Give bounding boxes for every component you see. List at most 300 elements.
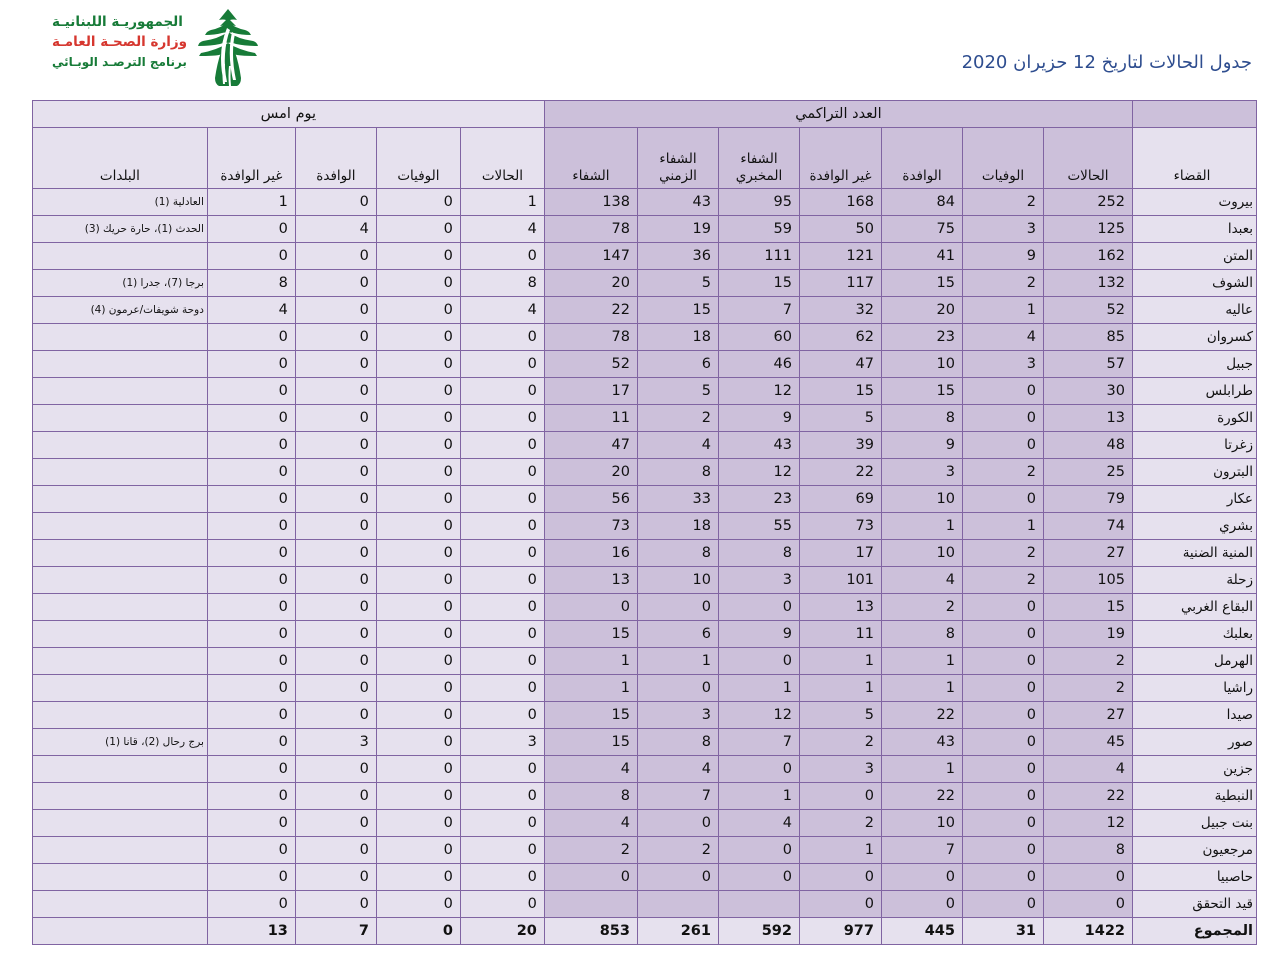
cumulative-value-cell: 0 [1044, 864, 1133, 891]
yesterday-value-cell: 3 [295, 729, 376, 756]
yesterday-value-cell: 0 [207, 756, 295, 783]
cumulative-value-cell: 15 [882, 270, 963, 297]
yesterday-value-cell: 0 [295, 783, 376, 810]
cumulative-value-cell: 125 [1044, 216, 1133, 243]
table-row [32, 189, 1256, 216]
yesterday-value-cell: 0 [295, 864, 376, 891]
towns-cell: دوحة شويفات/عرمون (4) [32, 297, 207, 324]
cumulative-value-cell: 1 [800, 648, 882, 675]
cumulative-value-cell: 977 [800, 918, 882, 945]
yesterday-value-cell: 0 [376, 648, 460, 675]
yesterday-value-cell: 0 [460, 594, 544, 621]
table-row [32, 756, 1256, 783]
yesterday-value-cell: 0 [376, 837, 460, 864]
yesterday-value-cell: 0 [376, 297, 460, 324]
cumulative-value-cell: 22 [882, 702, 963, 729]
towns-cell [32, 378, 207, 405]
cumulative-value-cell: 10 [882, 810, 963, 837]
yesterday-value-cell: 0 [376, 216, 460, 243]
cumulative-value-cell: 39 [800, 432, 882, 459]
cumulative-value-cell: 5 [638, 378, 719, 405]
cumulative-value-cell: 84 [882, 189, 963, 216]
table-row [32, 594, 1256, 621]
corner-cell [1133, 101, 1257, 128]
column-header-cum-deaths: الوفيات [963, 128, 1044, 189]
yesterday-value-cell: 0 [207, 351, 295, 378]
cumulative-value-cell: 15 [1044, 594, 1133, 621]
cumulative-value-cell: 43 [719, 432, 800, 459]
yesterday-value-cell: 0 [295, 432, 376, 459]
district-cell: بعبدا [1133, 216, 1257, 243]
yesterday-value-cell: 0 [460, 702, 544, 729]
cumulative-value-cell: 31 [963, 918, 1044, 945]
yesterday-value-cell: 0 [295, 810, 376, 837]
cumulative-value-cell: 1 [719, 783, 800, 810]
cases-table-wrap [32, 100, 1257, 945]
cumulative-value-cell: 853 [544, 918, 637, 945]
cumulative-value-cell: 592 [719, 918, 800, 945]
cumulative-value-cell: 4 [544, 756, 637, 783]
cumulative-value-cell: 0 [963, 621, 1044, 648]
yesterday-value-cell: 0 [295, 837, 376, 864]
towns-cell [32, 891, 207, 918]
cumulative-value-cell: 47 [800, 351, 882, 378]
cumulative-value-cell: 138 [544, 189, 637, 216]
yesterday-value-cell: 0 [460, 648, 544, 675]
program-name: برنامج الترصـد الوبـائي [52, 55, 187, 69]
yesterday-value-cell: 0 [376, 729, 460, 756]
cumulative-value-cell [544, 891, 637, 918]
yesterday-value-cell: 20 [460, 918, 544, 945]
cumulative-value-cell: 7 [719, 297, 800, 324]
total-row [32, 918, 1256, 945]
district-cell: عكار [1133, 486, 1257, 513]
yesterday-value-cell: 0 [207, 405, 295, 432]
yesterday-value-cell: 0 [376, 432, 460, 459]
cumulative-value-cell: 78 [544, 216, 637, 243]
yesterday-value-cell: 8 [207, 270, 295, 297]
republic-name: الجمهوريـة اللبنانيـة [52, 14, 183, 30]
column-header-cum-nonimported: غير الوافدة [800, 128, 882, 189]
cumulative-value-cell: 18 [638, 513, 719, 540]
ministry-name: وزارة الصحـة العامـة [52, 34, 188, 50]
yesterday-value-cell: 0 [295, 270, 376, 297]
towns-cell: العادلية (1) [32, 189, 207, 216]
cumulative-value-cell: 0 [800, 864, 882, 891]
cumulative-value-cell: 8 [638, 540, 719, 567]
cumulative-value-cell: 0 [963, 702, 1044, 729]
cumulative-value-cell: 27 [1044, 702, 1133, 729]
cumulative-value-cell: 2 [1044, 675, 1133, 702]
cumulative-value-cell: 1 [963, 297, 1044, 324]
yesterday-value-cell: 0 [207, 378, 295, 405]
yesterday-value-cell: 0 [460, 432, 544, 459]
cumulative-value-cell: 0 [963, 837, 1044, 864]
cumulative-value-cell: 2 [638, 405, 719, 432]
yesterday-value-cell: 0 [207, 567, 295, 594]
yesterday-value-cell: 0 [376, 486, 460, 513]
district-cell: الهرمل [1133, 648, 1257, 675]
yesterday-value-cell: 0 [376, 405, 460, 432]
cumulative-value-cell: 0 [963, 432, 1044, 459]
cumulative-value-cell: 6 [638, 351, 719, 378]
ministry-logo-text [52, 8, 187, 69]
cumulative-value-cell: 5 [800, 702, 882, 729]
cumulative-value-cell: 9 [719, 621, 800, 648]
cumulative-value-cell: 111 [719, 243, 800, 270]
yesterday-value-cell: 0 [460, 810, 544, 837]
cumulative-value-cell: 105 [1044, 567, 1133, 594]
yesterday-value-cell: 3 [460, 729, 544, 756]
yesterday-value-cell: 0 [207, 648, 295, 675]
cumulative-value-cell: 4 [719, 810, 800, 837]
cumulative-value-cell: 50 [800, 216, 882, 243]
cumulative-value-cell: 9 [882, 432, 963, 459]
cumulative-value-cell: 22 [882, 783, 963, 810]
column-header-towns: البلدات [32, 128, 207, 189]
cumulative-value-cell: 13 [1044, 405, 1133, 432]
cumulative-value-cell: 23 [882, 324, 963, 351]
cumulative-value-cell: 445 [882, 918, 963, 945]
yesterday-value-cell: 0 [460, 513, 544, 540]
yesterday-value-cell: 4 [460, 297, 544, 324]
yesterday-value-cell: 0 [376, 459, 460, 486]
cumulative-value-cell: 3 [719, 567, 800, 594]
yesterday-value-cell: 0 [295, 756, 376, 783]
yesterday-value-cell: 1 [460, 189, 544, 216]
cumulative-value-cell: 0 [719, 864, 800, 891]
cumulative-value-cell: 2 [963, 270, 1044, 297]
cumulative-value-cell: 1 [800, 675, 882, 702]
cumulative-value-cell: 4 [882, 567, 963, 594]
cumulative-value-cell: 55 [719, 513, 800, 540]
cumulative-value-cell: 30 [1044, 378, 1133, 405]
cumulative-value-cell: 8 [638, 729, 719, 756]
cumulative-value-cell: 74 [1044, 513, 1133, 540]
cumulative-value-cell: 1 [963, 513, 1044, 540]
table-row [32, 540, 1256, 567]
cumulative-value-cell [719, 891, 800, 918]
yesterday-value-cell: 0 [207, 891, 295, 918]
cumulative-value-cell: 16 [544, 540, 637, 567]
cumulative-value-cell: 2 [1044, 648, 1133, 675]
cumulative-value-cell: 1 [544, 648, 637, 675]
yesterday-value-cell: 0 [295, 351, 376, 378]
table-header [32, 101, 1256, 189]
cumulative-value-cell: 2 [800, 729, 882, 756]
cumulative-value-cell: 3 [963, 216, 1044, 243]
table-row [32, 783, 1256, 810]
towns-cell [32, 567, 207, 594]
cumulative-value-cell: 79 [1044, 486, 1133, 513]
cumulative-value-cell: 2 [638, 837, 719, 864]
cumulative-value-cell: 15 [638, 297, 719, 324]
district-cell: بشري [1133, 513, 1257, 540]
yesterday-value-cell: 0 [460, 351, 544, 378]
cumulative-value-cell: 10 [882, 351, 963, 378]
cumulative-value-cell: 9 [963, 243, 1044, 270]
cumulative-value-cell: 5 [638, 270, 719, 297]
column-header-yest-cases: الحالات [460, 128, 544, 189]
cumulative-value-cell: 10 [638, 567, 719, 594]
yesterday-value-cell: 0 [207, 513, 295, 540]
yesterday-value-cell: 0 [207, 216, 295, 243]
yesterday-value-cell: 0 [460, 783, 544, 810]
towns-cell [32, 837, 207, 864]
cumulative-value-cell: 1 [882, 756, 963, 783]
yesterday-value-cell: 0 [376, 378, 460, 405]
district-cell: المنية الضنية [1133, 540, 1257, 567]
cumulative-value-cell: 19 [1044, 621, 1133, 648]
yesterday-value-cell: 0 [295, 540, 376, 567]
yesterday-value-cell: 0 [376, 594, 460, 621]
yesterday-value-cell: 0 [207, 729, 295, 756]
cumulative-value-cell: 0 [638, 810, 719, 837]
cumulative-value-cell: 9 [719, 405, 800, 432]
column-header-yest-deaths: الوفيات [376, 128, 460, 189]
cumulative-value-cell: 43 [638, 189, 719, 216]
table-row [32, 216, 1256, 243]
cumulative-value-cell: 15 [544, 621, 637, 648]
cumulative-value-cell: 15 [544, 729, 637, 756]
cumulative-value-cell: 121 [800, 243, 882, 270]
cumulative-value-cell: 7 [719, 729, 800, 756]
cumulative-value-cell: 46 [719, 351, 800, 378]
cumulative-value-cell: 252 [1044, 189, 1133, 216]
table-row [32, 405, 1256, 432]
cumulative-value-cell: 25 [1044, 459, 1133, 486]
cumulative-value-cell: 0 [800, 783, 882, 810]
yesterday-value-cell: 0 [376, 918, 460, 945]
cumulative-value-cell: 261 [638, 918, 719, 945]
column-header-cum-recovery: الشفاء [544, 128, 637, 189]
yesterday-value-cell: 0 [376, 891, 460, 918]
table-row [32, 351, 1256, 378]
cumulative-value-cell: 0 [963, 729, 1044, 756]
cumulative-value-cell: 0 [719, 594, 800, 621]
yesterday-value-cell: 0 [460, 243, 544, 270]
cumulative-value-cell: 48 [1044, 432, 1133, 459]
cumulative-value-cell: 17 [800, 540, 882, 567]
cumulative-value-cell: 32 [800, 297, 882, 324]
table-row [32, 675, 1256, 702]
cumulative-value-cell: 0 [638, 675, 719, 702]
cumulative-value-cell: 56 [544, 486, 637, 513]
cumulative-value-cell: 57 [1044, 351, 1133, 378]
yesterday-value-cell: 0 [460, 405, 544, 432]
district-cell: طرابلس [1133, 378, 1257, 405]
cumulative-value-cell: 0 [719, 756, 800, 783]
cumulative-value-cell: 0 [544, 864, 637, 891]
table-row [32, 729, 1256, 756]
cumulative-value-cell: 2 [963, 540, 1044, 567]
table-row [32, 432, 1256, 459]
cumulative-value-cell: 69 [800, 486, 882, 513]
cumulative-value-cell: 12 [719, 459, 800, 486]
cumulative-value-cell: 12 [1044, 810, 1133, 837]
yesterday-value-cell: 0 [295, 567, 376, 594]
table-row [32, 486, 1256, 513]
towns-cell [32, 540, 207, 567]
cumulative-value-cell: 0 [800, 891, 882, 918]
district-cell: صيدا [1133, 702, 1257, 729]
cumulative-value-cell: 15 [719, 270, 800, 297]
cumulative-value-cell: 12 [719, 702, 800, 729]
district-cell: بعلبك [1133, 621, 1257, 648]
district-cell: البترون [1133, 459, 1257, 486]
district-cell: البقاع الغربي [1133, 594, 1257, 621]
cumulative-value-cell: 0 [638, 864, 719, 891]
yesterday-value-cell: 0 [460, 567, 544, 594]
cumulative-value-cell: 0 [963, 405, 1044, 432]
cumulative-value-cell: 1 [800, 837, 882, 864]
yesterday-value-cell: 0 [295, 891, 376, 918]
district-cell: جبيل [1133, 351, 1257, 378]
cumulative-value-cell: 3 [963, 351, 1044, 378]
towns-cell [32, 459, 207, 486]
cumulative-value-cell: 52 [544, 351, 637, 378]
yesterday-value-cell: 0 [376, 351, 460, 378]
yesterday-value-cell: 0 [376, 270, 460, 297]
cumulative-value-cell: 0 [963, 378, 1044, 405]
table-row [32, 891, 1256, 918]
yesterday-value-cell: 0 [376, 783, 460, 810]
cumulative-value-cell: 1 [882, 513, 963, 540]
cumulative-value-cell: 1 [544, 675, 637, 702]
yesterday-value-cell: 0 [295, 486, 376, 513]
cumulative-value-cell: 0 [963, 783, 1044, 810]
yesterday-value-cell: 0 [295, 675, 376, 702]
cumulative-value-cell: 2 [963, 459, 1044, 486]
cumulative-value-cell: 1 [882, 648, 963, 675]
cumulative-value-cell: 0 [963, 648, 1044, 675]
cumulative-value-cell: 0 [963, 864, 1044, 891]
cumulative-value-cell: 20 [544, 270, 637, 297]
cumulative-value-cell: 41 [882, 243, 963, 270]
yesterday-value-cell: 0 [295, 513, 376, 540]
table-row [32, 297, 1256, 324]
yesterday-value-cell: 0 [295, 378, 376, 405]
yesterday-value-cell: 13 [207, 918, 295, 945]
cumulative-value-cell: 10 [882, 486, 963, 513]
yesterday-value-cell: 0 [295, 621, 376, 648]
cumulative-value-cell: 4 [963, 324, 1044, 351]
towns-cell [32, 756, 207, 783]
cedar-tree-icon [197, 8, 259, 90]
yesterday-value-cell: 0 [207, 594, 295, 621]
yesterday-value-cell: 0 [207, 621, 295, 648]
yesterday-value-cell: 0 [207, 540, 295, 567]
cumulative-value-cell: 18 [638, 324, 719, 351]
cumulative-value-cell: 101 [800, 567, 882, 594]
towns-cell: الحدث (1)، حارة حريك (3) [32, 216, 207, 243]
yesterday-value-cell: 0 [207, 459, 295, 486]
cumulative-value-cell: 147 [544, 243, 637, 270]
cumulative-value-cell: 13 [544, 567, 637, 594]
district-cell: قيد التحقق [1133, 891, 1257, 918]
cumulative-value-cell: 20 [544, 459, 637, 486]
towns-cell: برجا (7)، جدرا (1) [32, 270, 207, 297]
district-cell: المجموع [1133, 918, 1257, 945]
cumulative-value-cell: 62 [800, 324, 882, 351]
yesterday-value-cell: 0 [295, 324, 376, 351]
yesterday-value-cell: 0 [460, 459, 544, 486]
towns-cell [32, 918, 207, 945]
district-cell: بنت جبيل [1133, 810, 1257, 837]
cumulative-value-cell: 162 [1044, 243, 1133, 270]
towns-cell [32, 621, 207, 648]
yesterday-value-cell: 0 [295, 243, 376, 270]
cumulative-value-cell: 117 [800, 270, 882, 297]
district-cell: الكورة [1133, 405, 1257, 432]
column-header-cum-lab-recovery: الشفاء المخبري [719, 128, 800, 189]
yesterday-value-cell: 0 [460, 540, 544, 567]
yesterday-value-cell: 0 [376, 324, 460, 351]
cumulative-value-cell: 13 [800, 594, 882, 621]
towns-cell [32, 594, 207, 621]
cumulative-value-cell: 3 [882, 459, 963, 486]
cumulative-value-cell: 1422 [1044, 918, 1133, 945]
cumulative-value-cell: 0 [882, 891, 963, 918]
cumulative-value-cell: 43 [882, 729, 963, 756]
yesterday-value-cell: 0 [207, 783, 295, 810]
cumulative-value-cell: 0 [963, 675, 1044, 702]
table-row [32, 621, 1256, 648]
cumulative-value-cell: 7 [638, 783, 719, 810]
cumulative-value-cell: 6 [638, 621, 719, 648]
column-header-cum-cases: الحالات [1044, 128, 1133, 189]
table-row [32, 378, 1256, 405]
towns-cell [32, 486, 207, 513]
yesterday-value-cell: 0 [207, 324, 295, 351]
cumulative-value-cell: 27 [1044, 540, 1133, 567]
cumulative-value-cell: 4 [638, 756, 719, 783]
cumulative-value-cell: 85 [1044, 324, 1133, 351]
cumulative-value-cell: 22 [1044, 783, 1133, 810]
towns-cell [32, 783, 207, 810]
cumulative-value-cell: 22 [544, 297, 637, 324]
cumulative-value-cell: 4 [544, 810, 637, 837]
cumulative-value-cell: 0 [882, 864, 963, 891]
yesterday-value-cell: 4 [207, 297, 295, 324]
table-row [32, 243, 1256, 270]
cumulative-value-cell: 15 [544, 702, 637, 729]
cumulative-value-cell: 4 [1044, 756, 1133, 783]
yesterday-value-cell: 0 [376, 540, 460, 567]
cumulative-value-cell: 59 [719, 216, 800, 243]
yesterday-value-cell: 0 [295, 648, 376, 675]
cumulative-value-cell: 19 [638, 216, 719, 243]
cumulative-value-cell: 11 [544, 405, 637, 432]
yesterday-value-cell: 0 [376, 243, 460, 270]
cumulative-value-cell: 47 [544, 432, 637, 459]
column-header-cum-imported: الوافدة [882, 128, 963, 189]
column-header-yest-imported: الوافدة [295, 128, 376, 189]
district-cell: عاليه [1133, 297, 1257, 324]
yesterday-value-cell: 0 [207, 432, 295, 459]
yesterday-value-cell: 7 [295, 918, 376, 945]
cumulative-value-cell: 5 [800, 405, 882, 432]
towns-cell: برج رحال (2)، قانا (1) [32, 729, 207, 756]
cumulative-value-cell: 2 [882, 594, 963, 621]
yesterday-value-cell: 0 [207, 702, 295, 729]
cumulative-value-cell: 75 [882, 216, 963, 243]
district-cell: المتن [1133, 243, 1257, 270]
cumulative-value-cell: 0 [963, 486, 1044, 513]
yesterday-value-cell: 0 [376, 621, 460, 648]
table-row [32, 459, 1256, 486]
cumulative-value-cell: 2 [800, 810, 882, 837]
